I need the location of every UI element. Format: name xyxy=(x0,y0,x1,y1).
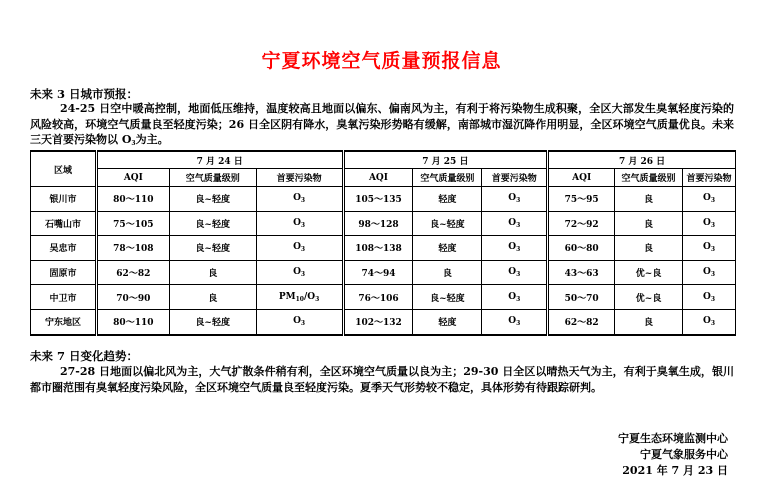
level-cell: 良 xyxy=(615,236,683,261)
pollutant-header: 首要污染物 xyxy=(256,169,343,187)
aqi-cell: 43～63 xyxy=(548,260,615,285)
pollutant-subscript: 3 xyxy=(300,197,306,205)
level-cell: 良~轻度 xyxy=(169,187,256,212)
aqi-header: AQI xyxy=(96,169,169,187)
region-cell: 吴忠市 xyxy=(31,236,97,261)
pollutant-text: O xyxy=(508,217,517,228)
region-cell: 固原市 xyxy=(31,260,97,285)
aqi-cell: 98～128 xyxy=(343,211,413,236)
pollutant-text: O xyxy=(508,291,517,302)
aqi-cell: 105～135 xyxy=(343,187,413,212)
pollutant-cell xyxy=(256,211,343,236)
level-cell: 良 xyxy=(169,285,256,310)
pollutant-subscript: 3 xyxy=(516,221,521,229)
level-cell: 优~良 xyxy=(615,260,683,285)
pollutant-header: 首要污染物 xyxy=(683,169,736,187)
page-title: 宁夏环境空气质量预报信息 xyxy=(261,50,502,72)
level-cell: 良~轻度 xyxy=(169,211,256,236)
date-header-1: 7 月 24 日 xyxy=(96,151,343,169)
aqi-cell: 74～94 xyxy=(343,260,413,285)
pollutant-text: O xyxy=(702,217,711,228)
trend-7day-paragraph: 27-28 日地面以偏北风为主，大气扩散条件稍有利，全区环境空气质量以良为主；29-30 日全区以晴热天气为主，有利于臭氧生成，银川都市圈范围有臭氧轻度污染风险，全区环境空气质量良至轻度污染。夏季天气形势较不稳定，具体形势有待跟踪研判。 xyxy=(30,365,734,394)
aqi-cell: 72～92 xyxy=(548,211,615,236)
aqi-cell: 60～80 xyxy=(548,236,615,261)
pollutant-cell xyxy=(683,285,736,310)
pollutant-text: O xyxy=(702,267,711,278)
pollutant-subscript: 3 xyxy=(710,246,716,254)
level-cell: 良~轻度 xyxy=(413,285,482,310)
pollutant-text-tail: /O xyxy=(303,291,316,302)
pollutant-text: O xyxy=(293,267,301,278)
level-cell: 良~轻度 xyxy=(413,211,482,236)
pollutant-text: O xyxy=(702,242,711,253)
pollutant-text: O xyxy=(508,267,517,278)
level-cell: 良~轻度 xyxy=(169,309,256,334)
pollutant-subscript: 3 xyxy=(516,320,521,328)
pollutant-cell xyxy=(256,309,343,334)
pollutant-text: O xyxy=(702,316,711,327)
pollutant-subscript: 3 xyxy=(710,271,716,279)
level-header: 空气质量级别 xyxy=(615,169,683,187)
pollutant-text: O xyxy=(508,242,517,253)
signature-date: 2021 年 7 月 23 日 xyxy=(622,464,728,477)
table-row xyxy=(31,309,736,334)
pollutant-subscript: 3 xyxy=(300,271,306,279)
aqi-cell: 78～108 xyxy=(96,236,169,261)
pollutant-subscript-tail: 3 xyxy=(315,295,320,303)
pollutant-subscript: 3 xyxy=(516,246,521,254)
pollutant-subscript: 10 xyxy=(295,295,304,303)
pollutant-cell xyxy=(482,187,548,212)
pollutant-subscript: 3 xyxy=(300,320,306,328)
region-cell: 银川市 xyxy=(31,187,97,212)
aqi-header: AQI xyxy=(343,169,413,187)
table-row xyxy=(31,260,736,285)
pollutant-text: O xyxy=(508,316,517,327)
aqi-forecast-table xyxy=(30,150,736,336)
pollutant-text: O xyxy=(508,193,517,204)
table-row xyxy=(31,236,736,261)
pollutant-text: O xyxy=(293,193,301,204)
aqi-cell: 80～110 xyxy=(96,309,169,334)
pollutant-cell xyxy=(683,211,736,236)
aqi-cell: 102～132 xyxy=(343,309,413,334)
aqi-cell: 80～110 xyxy=(96,187,169,212)
level-cell: 良 xyxy=(615,211,683,236)
level-cell: 良 xyxy=(413,260,482,285)
pollutant-subscript: 3 xyxy=(516,295,521,303)
pollutant-cell xyxy=(683,260,736,285)
pollutant-cell xyxy=(256,285,343,310)
pollutant-text: O xyxy=(293,242,301,253)
pollutant-header: 首要污染物 xyxy=(482,169,548,187)
pollutant-cell xyxy=(482,309,548,334)
pollutant-text: PM xyxy=(278,291,296,302)
level-cell: 良~轻度 xyxy=(169,236,256,261)
level-cell: 良 xyxy=(615,187,683,212)
pollutant-cell xyxy=(683,309,736,334)
pollutant-cell xyxy=(683,187,736,212)
trend-7day-label: 未来 7 日变化趋势： xyxy=(30,349,139,363)
pollutant-subscript: 3 xyxy=(710,197,716,205)
level-cell: 轻度 xyxy=(413,236,482,261)
region-header: 区域 xyxy=(31,151,97,187)
pollutant-cell xyxy=(482,285,548,310)
pollutant-cell xyxy=(256,260,343,285)
pollutant-subscript: 3 xyxy=(516,271,521,279)
pollutant-cell xyxy=(482,211,548,236)
aqi-cell: 108～138 xyxy=(343,236,413,261)
table-row xyxy=(31,211,736,236)
aqi-cell: 75～105 xyxy=(96,211,169,236)
table-row xyxy=(31,187,736,212)
aqi-cell: 75～95 xyxy=(548,187,615,212)
aqi-header: AQI xyxy=(548,169,615,187)
pollutant-cell xyxy=(482,260,548,285)
pollutant-text: O xyxy=(702,291,711,302)
date-header-2: 7 月 25 日 xyxy=(343,151,548,169)
level-cell: 轻度 xyxy=(413,187,482,212)
pollutant-cell xyxy=(683,236,736,261)
pollutant-subscript: 3 xyxy=(710,221,716,229)
level-cell: 良 xyxy=(615,309,683,334)
aqi-cell: 76～106 xyxy=(343,285,413,310)
aqi-cell: 62～82 xyxy=(96,260,169,285)
signature-org-2: 宁夏气象服务中心 xyxy=(640,448,728,461)
aqi-cell: 62～82 xyxy=(548,309,615,334)
pollutant-subscript: 3 xyxy=(300,246,306,254)
forecast-3day-paragraph xyxy=(30,101,734,152)
aqi-cell: 50～70 xyxy=(548,285,615,310)
level-cell: 轻度 xyxy=(413,309,482,334)
pollutant-subscript: 3 xyxy=(516,197,521,205)
region-cell: 石嘴山市 xyxy=(31,211,97,236)
pollutant-text: O xyxy=(702,193,711,204)
pollutant-cell xyxy=(256,187,343,212)
pollutant-cell xyxy=(256,236,343,261)
level-cell: 优~良 xyxy=(615,285,683,310)
pollutant-subscript: 3 xyxy=(300,221,306,229)
level-cell: 良 xyxy=(169,260,256,285)
pollutant-subscript: 3 xyxy=(710,320,716,328)
pollutant-cell xyxy=(482,236,548,261)
forecast-3day-text: 24-25 日空中暖高控制，地面低压维持，温度较高且地面以偏东、偏南风为主，有利于将污染物生成积聚，全区大部发生臭氧轻度污染的风险较高，环境空气质量良至轻度污染；26 日全区阴有降水，臭氧污染形势略有缓解，南部城市湿沉降作用明显，全区环境空气质量优良。未来三天首要污染物以 O xyxy=(30,102,734,146)
forecast-3day-label: 未来 3 日城市预报： xyxy=(30,87,139,101)
region-cell: 宁东地区 xyxy=(31,309,97,334)
pollutant-text: O xyxy=(293,316,301,327)
forecast-3day-text-end: 为主。 xyxy=(135,133,169,146)
aqi-cell: 70～90 xyxy=(96,285,169,310)
pollutant-subscript: 3 xyxy=(710,295,716,303)
level-header: 空气质量级别 xyxy=(169,169,256,187)
table-row xyxy=(31,285,736,310)
level-header: 空气质量级别 xyxy=(413,169,482,187)
region-cell: 中卫市 xyxy=(31,285,97,310)
pollutant-text: O xyxy=(293,217,301,228)
signature-org-1: 宁夏生态环境监测中心 xyxy=(618,432,728,445)
forecast-3day-o3-subscript: 3 xyxy=(131,140,136,147)
date-header-3: 7 月 26 日 xyxy=(548,151,736,169)
